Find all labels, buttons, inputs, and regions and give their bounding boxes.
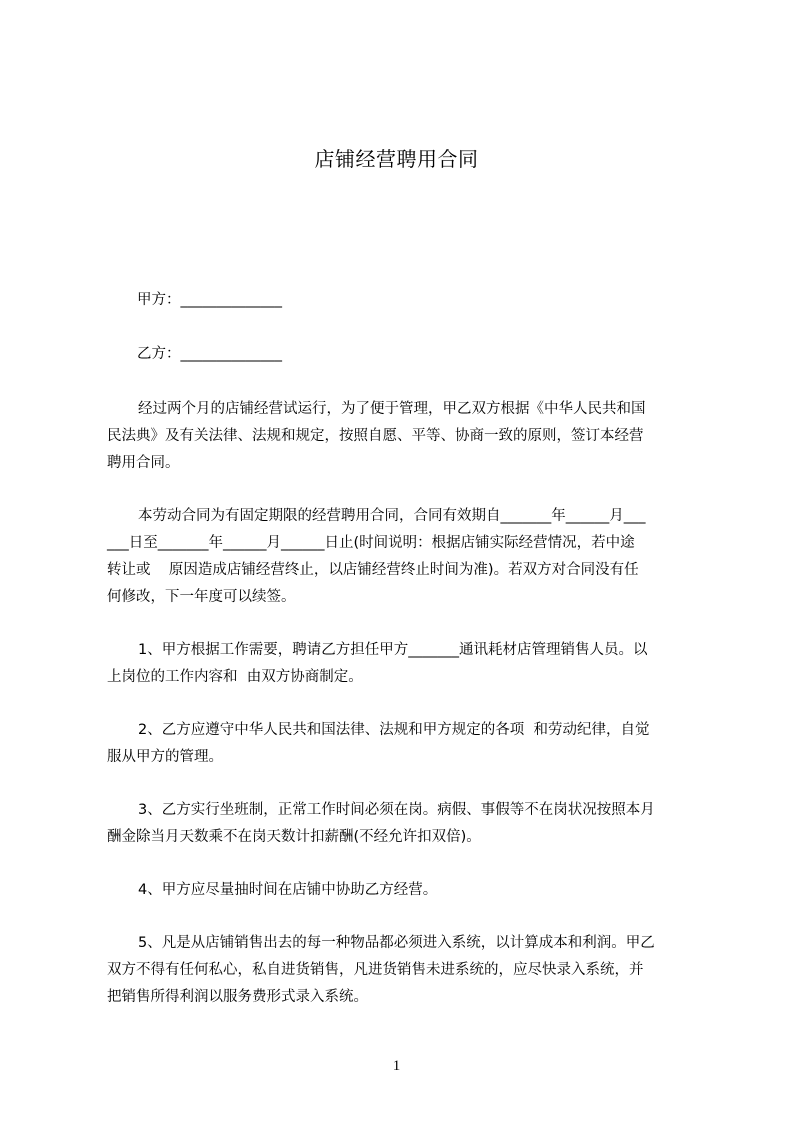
clause-2-line-1: 2、乙方应遵守中华人民共和国法律、法规和甲方规定的各项 和劳动纪律，自觉	[138, 722, 650, 738]
clause-4-line-1: 4、甲方应尽量抽时间在店铺中协助乙方经营。	[138, 882, 438, 898]
clause-1-line-2: 上岗位的工作内容和 由双方协商制定。	[107, 669, 363, 685]
clause-5-line-3: 把销售所得利润以服务费形式录入系统。	[107, 989, 368, 1005]
page-number: 1	[392, 1058, 401, 1074]
party-a-line: 甲方：______________	[137, 292, 282, 308]
clause-5-line-1: 5、凡是从店铺销售出去的每一种物品都必须进入系统，以计算成本和利润。甲乙	[138, 935, 655, 951]
clause-2-line-2: 服从甲方的管理。	[107, 749, 223, 765]
term-line-4: 何修改，下一年度可以续签。	[107, 589, 296, 605]
document-title: 店铺经营聘用合同	[314, 147, 479, 171]
clause-3-line-1: 3、乙方实行坐班制，正常工作时间必须在岗。病假、事假等不在岗状况按照本月	[138, 802, 655, 818]
clause-5-line-2: 双方不得有任何私心，私自进货销售，凡进货销售未进系统的，应尽快录入系统，并	[107, 962, 644, 978]
clause-3-line-2: 酬金除当月天数乘不在岗天数计扣薪酬(不经允许扣双倍)。	[107, 829, 481, 845]
term-line-1: 本劳动合同为有固定期限的经营聘用合同，合同有效期自_______年______月___	[138, 508, 646, 524]
intro-line-3: 聘用合同。	[107, 455, 180, 471]
intro-line-1: 经过两个月的店铺经营试运行，为了便于管理，甲乙双方根据《中华人民共和国	[138, 401, 646, 417]
term-line-2: ___日至_______年______月______日止(时间说明：根据店铺实际经营情况，若中途	[107, 535, 635, 551]
party-b-line: 乙方：______________	[137, 346, 282, 362]
clause-1-line-1: 1、甲方根据工作需要，聘请乙方担任甲方_______通讯耗材店管理销售人员。以	[138, 642, 648, 658]
term-line-3: 转让或 原因造成店铺经营终止，以店铺经营终止时间为准)。若双方对合同没有任	[107, 562, 639, 578]
intro-line-2: 民法典》及有关法律、法规和规定，按照自愿、平等、协商一致的原则，签订本经营	[107, 428, 644, 444]
